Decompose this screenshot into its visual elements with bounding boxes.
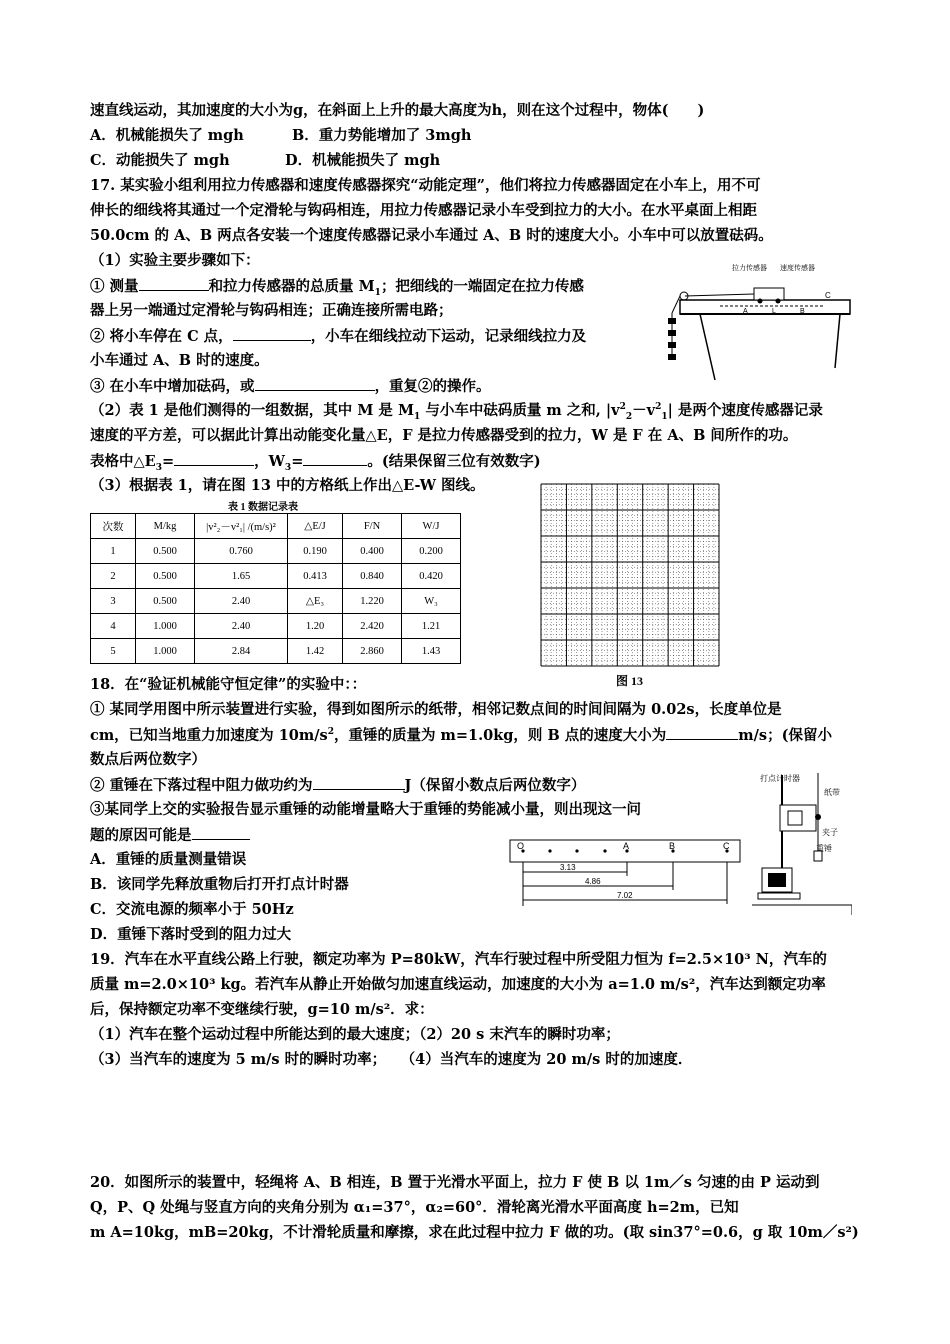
table-row bbox=[91, 614, 461, 639]
q17-line-1: 17. 某实验小组利用拉力传感器和速度传感器探究“动能定理”，他们将拉力传感器固定在小车上，用不可 bbox=[90, 177, 761, 194]
cell: 0.840 bbox=[343, 564, 402, 589]
blank-reason[interactable] bbox=[192, 825, 250, 840]
tape-b: B bbox=[669, 841, 676, 851]
q17-line-3: 50.0cm 的 A、B 两点各安装一个速度传感器记录小车通过 A、B 时的速度大小。小车中可以放置砝码。 bbox=[90, 227, 773, 244]
cell: 2 bbox=[91, 564, 136, 589]
q16-option-c: C．动能损失了 mgh bbox=[90, 152, 230, 169]
th-trial: 次数 bbox=[91, 514, 136, 539]
q18-option-c: C．交流电源的频率小于 50Hz bbox=[90, 901, 294, 918]
table-row bbox=[91, 564, 461, 589]
blank-e3[interactable] bbox=[174, 451, 254, 466]
cell: 0.200 bbox=[402, 539, 461, 564]
cell: 3 bbox=[91, 589, 136, 614]
blank-3[interactable] bbox=[255, 376, 375, 391]
cell: 2.420 bbox=[343, 614, 402, 639]
th-v2diff: |v²₂－v²₁| /(m/s)² bbox=[195, 514, 288, 539]
cell: 0.190 bbox=[288, 539, 343, 564]
cell: △E₃ bbox=[288, 589, 343, 614]
q17-line-2: 伸长的细线将其通过一个定滑轮与钩码相连，用拉力传感器记录小车受到拉力的大小。在水平桌面上相距 bbox=[90, 202, 757, 219]
dist-ob: 4.86 bbox=[585, 877, 601, 886]
table-row bbox=[91, 589, 461, 614]
label-speed-sensor: 速度传感器 bbox=[780, 265, 815, 272]
q19-line-5: （3）当汽车的速度为 5 m/s 时的瞬时功率； （4）当汽车的速度为 20 m/s 时的加速度． bbox=[90, 1051, 693, 1068]
q17-part1-title: （1）实验主要步骤如下： bbox=[90, 252, 260, 269]
q19-line-3: 后，保持额定功率不变继续行驶，g=10 m/s²．求： bbox=[90, 1001, 434, 1018]
q18-option-d: D．重锤下落时受到的阻力过大 bbox=[90, 926, 292, 943]
label-tape: 纸带 bbox=[824, 788, 840, 797]
label-clamp: 夹子 bbox=[822, 828, 838, 837]
cell: 1.000 bbox=[136, 639, 195, 664]
label-b: B bbox=[800, 308, 805, 315]
cell: W₃ bbox=[402, 589, 461, 614]
label-timer: 打点计时器 bbox=[760, 774, 800, 783]
cell: 5 bbox=[91, 639, 136, 664]
cell: 4 bbox=[91, 614, 136, 639]
q17-step3: ③ 在小车中增加砝码，或 ，重复②的操作。 bbox=[90, 378, 491, 395]
tape-c: C bbox=[723, 841, 730, 851]
cell: 0.500 bbox=[136, 589, 195, 614]
cell: 2.84 bbox=[195, 639, 288, 664]
q17-part2-line1: （2）表 1 是他们测得的一组数据，其中 M 是 $M_1$ 与小车中砝码质量 m 之和, $|v^2_2-v^2_1|$ 是两个速度传感器记录 bbox=[90, 402, 823, 422]
data-table bbox=[90, 513, 461, 664]
blank-1[interactable] bbox=[139, 276, 209, 291]
paper-tape-figure bbox=[505, 838, 745, 910]
cell: 1.42 bbox=[288, 639, 343, 664]
cell: 1.000 bbox=[136, 614, 195, 639]
q17-step2-line2: 小车通过 A、B 时的速度。 bbox=[90, 352, 269, 369]
table-row bbox=[91, 639, 461, 664]
dist-oa: 3.13 bbox=[560, 863, 576, 872]
label-force-sensor: 拉力传感器 bbox=[732, 265, 767, 272]
q17-step1-line2: 器上另一端通过定滑轮与钩码相连；正确连接所需电路； bbox=[90, 302, 453, 319]
th-f: F/N bbox=[343, 514, 402, 539]
cell: 1.65 bbox=[195, 564, 288, 589]
th-w: W/J bbox=[402, 514, 461, 539]
cell: 1.20 bbox=[288, 614, 343, 639]
cell: 0.413 bbox=[288, 564, 343, 589]
q18-line-4: ② 重锤在下落过程中阻力做功约为 J（保留小数点后两位数字） bbox=[90, 777, 586, 794]
cell: 2.40 bbox=[195, 589, 288, 614]
cell: 2.40 bbox=[195, 614, 288, 639]
blank-vb[interactable] bbox=[666, 725, 738, 740]
q18-line-6: 题的原因可能是 bbox=[90, 825, 250, 846]
cell: 0.760 bbox=[195, 539, 288, 564]
q18-line-1: ① 某同学用图中所示装置进行实验，得到如图所示的纸带，相邻记数点间的时间间隔为 0.02s，长度单位是 bbox=[90, 701, 782, 718]
q18-line-5: ③某同学上交的实验报告显示重锤的动能增量略大于重锤的势能减小量，则出现这一问 bbox=[90, 801, 641, 818]
q18-line-3: 数点后两位数字） bbox=[90, 751, 206, 768]
timer-apparatus-figure bbox=[752, 765, 852, 917]
dist-oc: 7.02 bbox=[617, 891, 633, 900]
q18-option-b: B．该同学先释放重物后打开打点计时器 bbox=[90, 876, 349, 893]
cell: 0.500 bbox=[136, 539, 195, 564]
table-caption: 表 1 数据记录表 bbox=[228, 502, 298, 513]
q19-line-2: 质量 m=2.0×10³ kg。若汽车从静止开始做匀加速直线运动，加速度的大小为 a=1.0 m/s²，汽车达到额定功率 bbox=[90, 976, 826, 993]
cell: 0.400 bbox=[343, 539, 402, 564]
cell: 0.420 bbox=[402, 564, 461, 589]
cell: 1.220 bbox=[343, 589, 402, 614]
table-row bbox=[91, 539, 461, 564]
q20-line-2: Q，P、Q 处绳与竖直方向的夹角分别为 α₁=37°，α₂=60°．滑轮离光滑水平面高度 h=2m，已知 bbox=[90, 1199, 739, 1216]
cell: 1.43 bbox=[402, 639, 461, 664]
cell: 1.21 bbox=[402, 614, 461, 639]
cell: 1 bbox=[91, 539, 136, 564]
q17-part3: （3）根据表 1，请在图 13 中的方格纸上作出△E-W 图线。 bbox=[90, 477, 485, 494]
q17-step2-line1: ② 将小车停在 C 点， ，小车在细线拉动下运动，记录细线拉力及 bbox=[90, 328, 587, 345]
blank-2[interactable] bbox=[233, 326, 311, 341]
table-header-row bbox=[91, 514, 461, 539]
q17-apparatus-figure bbox=[660, 258, 860, 380]
q16-option-d: D．机械能损失了 mgh bbox=[285, 152, 441, 169]
blank-work[interactable] bbox=[313, 775, 405, 790]
label-c: C bbox=[825, 291, 831, 300]
q18-line-2: cm，已知当地重力加速度为 $10m/s^2$，重锤的质量为 m=1.0kg，则 B 点的速度大小为 m/s；(保留小 bbox=[90, 727, 832, 744]
tape-o: O bbox=[517, 841, 525, 851]
tape-a: A bbox=[623, 841, 630, 851]
graph-paper-fig13[interactable] bbox=[540, 483, 720, 667]
q17-part2-line3: 表格中$\triangle E_3=$ ，$W_3=$ 。(结果保留三位有效数字) bbox=[90, 453, 541, 473]
label-a: A bbox=[743, 308, 748, 315]
cell: 0.500 bbox=[136, 564, 195, 589]
q16-stem-tail: 速直线运动，其加速度的大小为g，在斜面上上升的最大高度为h，则在这个过程中，物体( ) bbox=[90, 102, 705, 119]
fig13-label: 图 13 bbox=[616, 674, 644, 688]
q20-line-3: m A=10kg，mB=20kg，不计滑轮质量和摩擦，求在此过程中拉力 F 做的功。(取 sin37°=0.6，g 取 10m／s²) bbox=[90, 1224, 859, 1241]
q18-title: 18．在“验证机械能守恒定律”的实验中：： bbox=[90, 676, 367, 693]
label-l: L bbox=[772, 308, 776, 315]
q16-option-b: B．重力势能增加了 3mgh bbox=[292, 127, 472, 144]
blank-w3[interactable] bbox=[303, 451, 367, 466]
q19-line-4: （1）汽车在整个运动过程中所能达到的最大速度；（2）20 s 末汽车的瞬时功率； bbox=[90, 1026, 620, 1043]
th-de: △E/J bbox=[288, 514, 343, 539]
cell: 2.860 bbox=[343, 639, 402, 664]
q17-part2-line2: 速度的平方差，可以据此计算出动能变化量△E，F 是拉力传感器受到的拉力，W 是 F 在 A、B 间所作的功。 bbox=[90, 427, 798, 444]
q20-line-1: 20．如图所示的装置中，轻绳将 A、B 相连，B 置于光滑水平面上，拉力 F 使 B 以 1m／s 匀速的由 P 运动到 bbox=[90, 1174, 820, 1191]
th-mass: M/kg bbox=[136, 514, 195, 539]
q16-option-a: A．机械能损失了 mgh bbox=[90, 127, 244, 144]
q18-option-a: A．重锤的质量测量错误 bbox=[90, 851, 247, 868]
q17-step1-line1: ① 测量 和拉力传感器的总质量 $M_1$；把细线的一端固定在拉力传感 bbox=[90, 278, 584, 298]
label-weight: 重锤 bbox=[816, 844, 832, 853]
q19-line-1: 19．汽车在水平直线公路上行驶，额定功率为 P=80kW，汽车行驶过程中所受阻力恒为 f=2.5×10³ N，汽车的 bbox=[90, 951, 827, 968]
